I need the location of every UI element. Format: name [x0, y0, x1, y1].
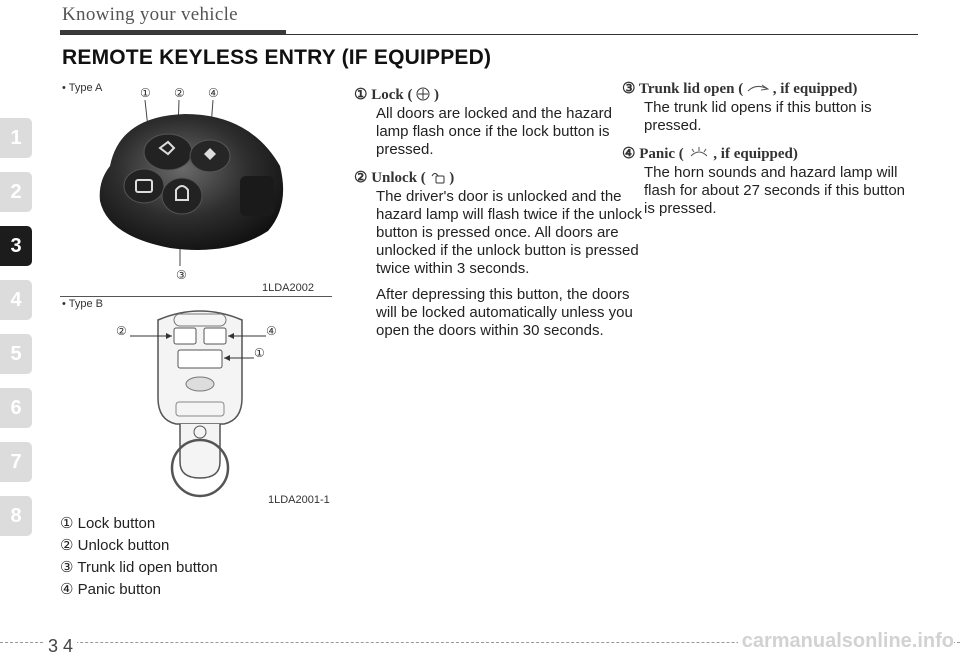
legend-unlock: ② Unlock button [60, 537, 170, 554]
item-unlock-heading: ② Unlock ( ) [354, 170, 455, 186]
legend-lock: ① Lock button [60, 515, 156, 532]
item-lock-text: All doors are locked and the hazard lamp flash once if the lock button is pressed. [376, 105, 612, 158]
chapter-tab-4[interactable]: 4 [0, 280, 32, 320]
figure-a-callout-1: ① [140, 86, 151, 100]
trunk-icon [747, 82, 769, 94]
panic-icon [688, 146, 710, 160]
middle-column [354, 86, 646, 350]
figure-a-callout-3: ③ [176, 268, 187, 282]
item-trunk [622, 80, 914, 135]
figure-a-type-label: • Type A [62, 82, 103, 94]
page-header-title: Knowing your vehicle [62, 4, 238, 25]
legend-panic: ④ Panic button [60, 581, 162, 598]
key-fob-type-a-image [90, 96, 290, 272]
chapter-tabs [0, 118, 40, 550]
header-rule [60, 34, 918, 35]
lock-icon [416, 87, 430, 101]
item-lock-heading: ① Lock ( ) [354, 87, 439, 103]
unlock-icon [430, 170, 446, 184]
figure-b-code: 1LDA2001-1 [268, 494, 330, 506]
chapter-tab-1[interactable]: 1 [0, 118, 32, 158]
item-unlock [354, 169, 646, 340]
figure-b-callout-2: ② [116, 324, 127, 338]
figure-b-type-label: • Type B [62, 298, 103, 310]
section-title: REMOTE KEYLESS ENTRY (IF EQUIPPED) [62, 46, 492, 69]
chapter-tab-6[interactable]: 6 [0, 388, 32, 428]
button-legend [60, 514, 218, 602]
legend-trunk: ③ Trunk lid open button [60, 559, 218, 576]
figure-a-code: 1LDA2002 [262, 282, 314, 294]
watermark: carmanualsonline.info [738, 630, 954, 653]
item-trunk-text: The trunk lid opens if this button is pressed. [644, 99, 872, 134]
chapter-tab-3[interactable]: 3 [0, 226, 32, 266]
item-lock [354, 86, 646, 159]
item-unlock-text-1: The driver's door is unlocked and the hazard lamp will flash twice if the unlock button is pressed once. All doors are unlocked if the unlock button is pressed twice within 3 seconds. [376, 188, 642, 277]
chapter-tab-8[interactable]: 8 [0, 496, 32, 536]
item-panic [622, 145, 914, 218]
item-trunk-heading: ③ Trunk lid open ( , if equipped) [622, 81, 858, 97]
chapter-tab-2[interactable]: 2 [0, 172, 32, 212]
chapter-tab-5[interactable]: 5 [0, 334, 32, 374]
item-unlock-text-2: After depressing this button, the doors will be locked automatically unless you open the doors within 30 seconds. [376, 286, 633, 339]
figure-a-callout-4: ④ [208, 86, 219, 100]
page-number: 3 4 [44, 636, 77, 657]
figure-a-callout-2: ② [174, 86, 185, 100]
item-panic-text: The horn sounds and hazard lamp will flash for about 27 seconds if this button is pressed. [644, 164, 905, 217]
figure-a-rule [60, 296, 332, 297]
key-fob-type-b-image [130, 302, 270, 502]
figure-b-callout-4: ④ [266, 324, 277, 338]
item-panic-heading: ④ Panic ( , if equipped) [622, 146, 798, 162]
right-column [622, 80, 914, 228]
figure-b-callout-1: ① [254, 346, 265, 360]
chapter-tab-7[interactable]: 7 [0, 442, 32, 482]
